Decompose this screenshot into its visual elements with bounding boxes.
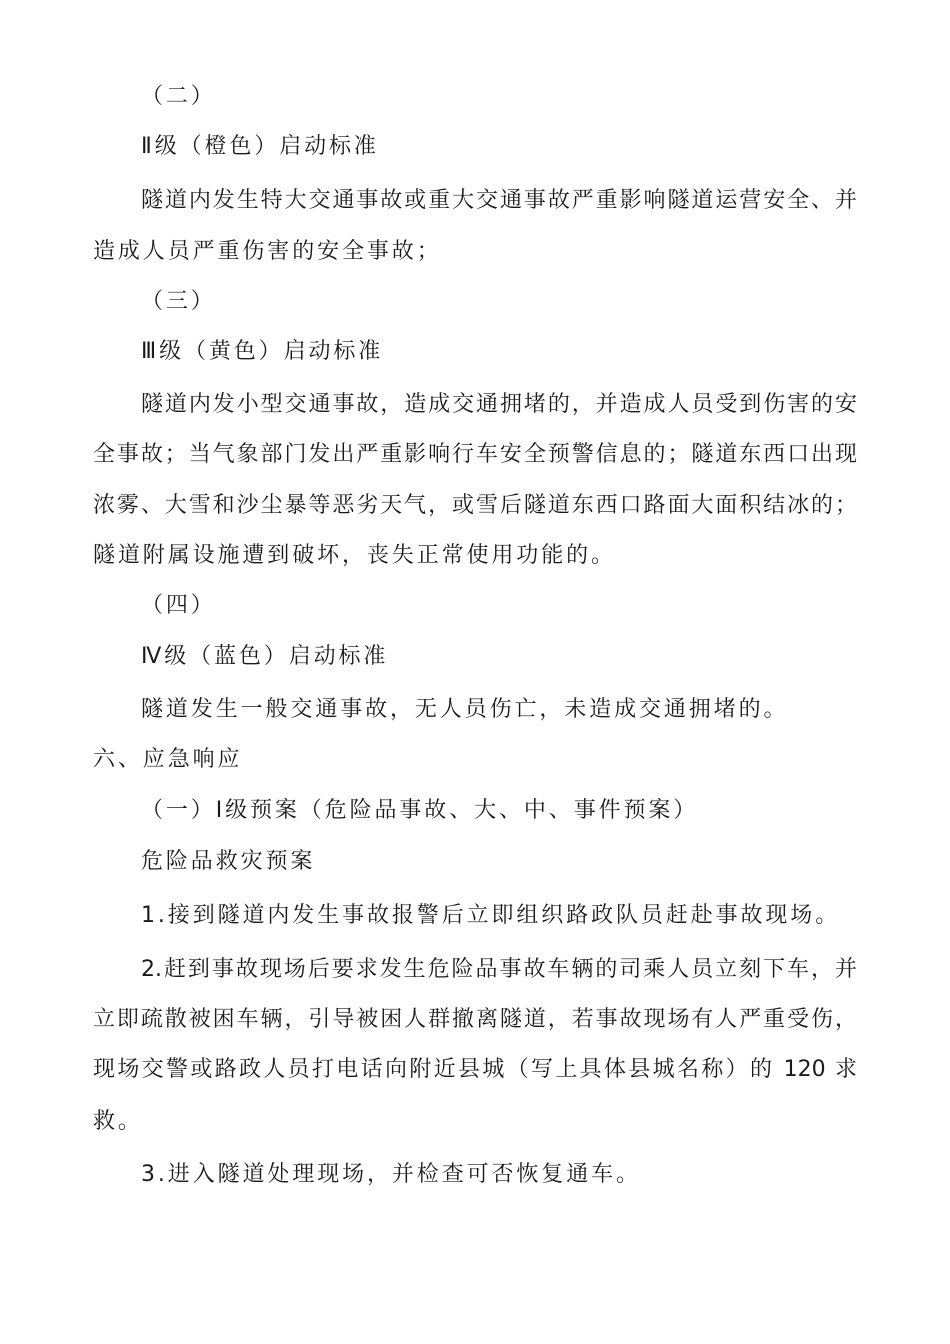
list-item-1: 1.接到隧道内发生事故报警后立即组织路政队员赶赴事故现场。 xyxy=(141,903,841,928)
level-2-heading: Ⅱ级（橙色）启动标准 xyxy=(141,134,379,159)
paragraph-line: 隧道发生一般交通事故，无人员伤亡，未造成交通拥堵的。 xyxy=(141,697,789,722)
chapter-heading: 六、应急响应 xyxy=(93,747,243,772)
paragraph-line: 立即疏散被困车辆，引导被困人群撤离隧道，若事故现场有人严重受伤， xyxy=(93,1007,857,1032)
paragraph-line: 浓雾、大雪和沙尘暴等恶劣天气，或雪后隧道东西口路面大面积结冰的； xyxy=(93,493,857,518)
list-item-2: 2.赶到事故现场后要求发生危险品事故车辆的司乘人员立刻下车，并 xyxy=(141,957,857,982)
paragraph-line: 隧道内发小型交通事故，造成交通拥堵的，并造成人员受到伤害的安 xyxy=(141,392,857,417)
paragraph-line: 现场交警或路政人员打电话向附近县城（写上具体县城名称）的 120 求 xyxy=(93,1057,857,1082)
level-3-heading: Ⅲ级（黄色）启动标准 xyxy=(141,339,384,364)
section-number-3: （三） xyxy=(141,289,216,314)
paragraph-line: 隧道附属设施遭到破坏，丧失正常使用功能的。 xyxy=(93,543,616,568)
paragraph-line: 全事故；当气象部门发出严重影响行车安全预警信息的；隧道东西口出现 xyxy=(93,442,857,467)
paragraph-line: 隧道内发生特大交通事故或重大交通事故严重影响隧道运营安全、并 xyxy=(141,188,857,213)
level-4-heading: Ⅳ级（蓝色）启动标准 xyxy=(141,644,389,669)
section-number-4: （四） xyxy=(141,593,216,618)
section-number-2: （二） xyxy=(141,84,216,109)
list-item-3: 3.进入隧道处理现场，并检查可否恢复通车。 xyxy=(141,1162,641,1187)
plan-title: 危险品救灾预案 xyxy=(141,849,316,874)
subsection-heading: （一）Ⅰ级预案（危险品事故、大、中、事件预案） xyxy=(141,798,699,823)
paragraph-line: 救。 xyxy=(93,1109,143,1134)
paragraph-line: 造成人员严重伤害的安全事故； xyxy=(93,239,442,264)
